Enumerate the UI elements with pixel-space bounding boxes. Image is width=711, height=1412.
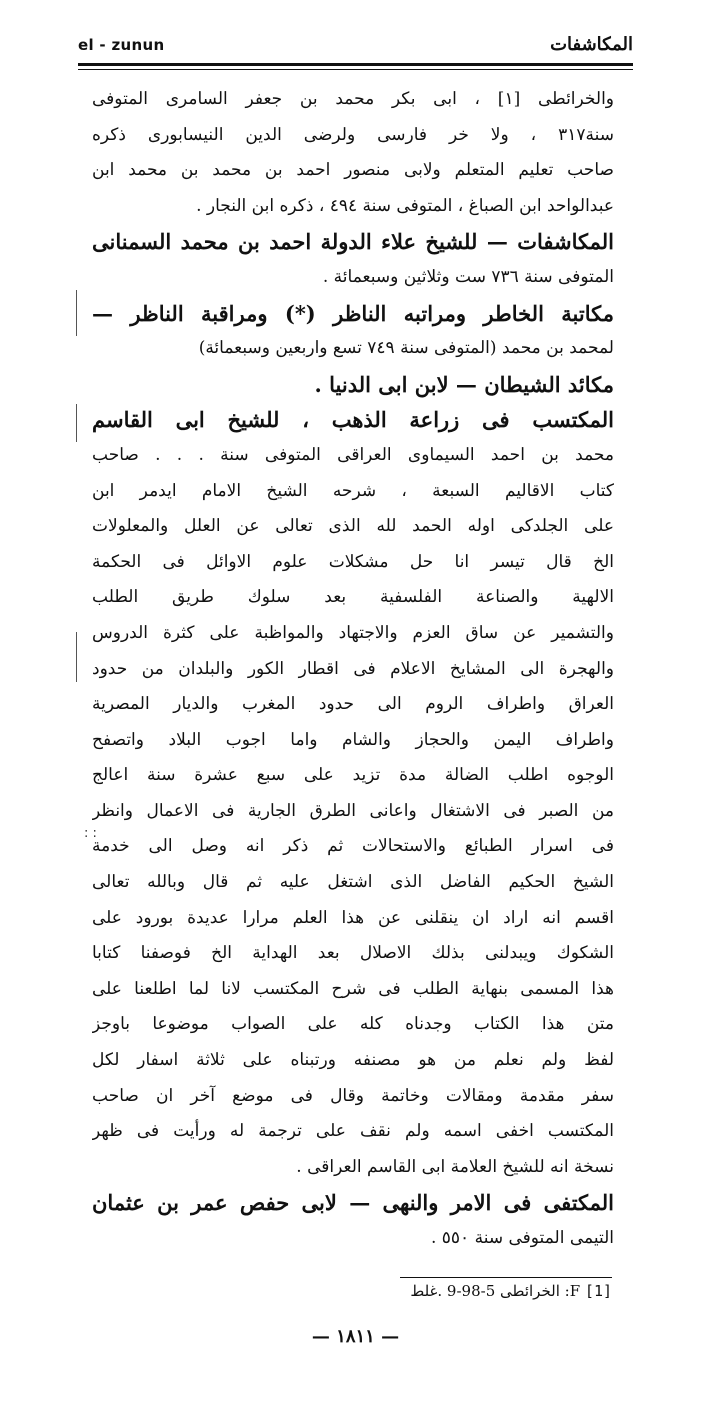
running-head bbox=[78, 34, 633, 60]
margin-note: : : bbox=[84, 826, 97, 841]
text-line: هذا المسمى بنهاية الطلب فى شرح المكتسب لانا لما اطلعنا على bbox=[92, 978, 614, 999]
footnote-rule bbox=[400, 1277, 612, 1278]
text-line: واطراف اليمن والحجاز والشام واما اجوب البلاد واتصفح bbox=[92, 729, 614, 750]
running-head-left: el - zunun bbox=[78, 36, 165, 54]
text-line: متن هذا الكتاب وجدناه كله على الصواب موضوعا باوجز bbox=[92, 1014, 614, 1035]
entry-heading: مكائد الشيطان — لابن ابى الدنيا . bbox=[314, 371, 614, 397]
text-line: لفظ ولم نعلم من هو مصنفه ورتبناه على ثلاثة اسفار لكل bbox=[92, 1050, 614, 1071]
text-line: سفر مقدمة ومقالات وخاتمة وقال فى موضع آخر ان صاحب bbox=[92, 1085, 614, 1106]
main-text bbox=[92, 82, 614, 1257]
footnote bbox=[140, 1282, 612, 1300]
text-line: من الصبر فى الاشتغال واعانى الطرق الجارية فى الاعمال وانظر bbox=[92, 800, 614, 821]
margin-mark bbox=[76, 404, 77, 442]
text-line: الخ قال تيسر انا حل مشكلات علوم الاوائل فى الحكمة bbox=[92, 551, 614, 572]
text-line: محمد بن احمد السيماوى العراقى المتوفى سنة . . . صاحب bbox=[92, 444, 614, 465]
text-line: التيمى المتوفى سنة ٥٥٠ . bbox=[430, 1228, 614, 1248]
text-line: المكتسب اخفى اسمه ولم نقف على ترجمة له ورأيت فى ظهر bbox=[92, 1121, 614, 1142]
footnote-marker: [1] bbox=[584, 1282, 612, 1300]
header-rule-thin bbox=[78, 69, 633, 70]
margin-mark bbox=[76, 290, 77, 336]
text-line: صاحب تعليم المتعلم ولابى منصور احمد بن محمد بن محمد ابن bbox=[92, 160, 614, 181]
text-line: لمحمد بن محمد (المتوفى سنة ٧٤٩ تسع واربعين وسبعمائة) bbox=[198, 338, 614, 359]
header-rule-thick bbox=[78, 63, 633, 66]
text-line: الشيخ الحكيم الفاضل الذى اشتغل عليه ثم قال وبالله تعالى bbox=[92, 872, 614, 893]
text-line: الشكوك ويبدلنى بذلك الاصلال بعد الهداية الخ فوصفنا كتابا bbox=[92, 943, 614, 964]
text-line: سنة٣١٧ ، ولا خر فارسى ولرضى الدين النيسابورى ذكره bbox=[92, 124, 614, 145]
footnote-text: F: الخرائطى 5-98-9 .غلط bbox=[410, 1282, 581, 1300]
text-line: المتوفى سنة ٧٣٦ ست وثلاثين وسبعمائة . bbox=[322, 266, 614, 287]
text-line: العراق واطراف الروم الى حدود المغرب والديار المصرية bbox=[92, 694, 614, 715]
text-line: والهجرة الى المشايخ الاعلام فى اقطار الكور والبلدان من حدود bbox=[92, 658, 614, 679]
text-line: الالهية والصناعة الفلسفية بعد سلوك طريق الطلب bbox=[92, 587, 614, 608]
text-line: الوجوه اطلب الضالة مدة تزيد على سبع عشرة سنة اعالج bbox=[92, 765, 614, 786]
text-line: والخرائطى [١] ، ابى بكر محمد بن جعفر السامرى المتوفى bbox=[92, 89, 614, 109]
entry-heading: المكاشفات — للشيخ علاء الدولة احمد بن محمد السمنانى bbox=[92, 229, 614, 255]
running-head-right: المكاشفات bbox=[550, 34, 633, 55]
entry-heading: المكتفى فى الامر والنهى — لابى حفص عمر بن عثمان bbox=[92, 1190, 614, 1216]
entry-heading: المكتسب فى زراعة الذهب ، للشيخ ابى القاسم bbox=[92, 407, 614, 433]
text-line: فى اسرار الطبائع والاستحالات ثم ذكر انه وصل الى خدمة bbox=[92, 836, 614, 857]
page-number: — ١٨١١ — bbox=[311, 1326, 400, 1347]
text-line: عبدالواحد ابن الصباغ ، المتوفى سنة ٤٩٤ ، ذكره ابن النجار . bbox=[196, 195, 614, 216]
margin-mark bbox=[76, 632, 77, 682]
entry-heading: مكاتبة الخاطر ومراتبه الناظر (*) ومراقبة الناظر — bbox=[92, 300, 614, 326]
text-line: كتاب الاقاليم السبعة ، شرحه الشيخ الامام ايدمر ابن bbox=[92, 480, 614, 501]
text-line: على الجلدكى اوله الحمد لله الذى تعالى عن العلل والمعلولات bbox=[92, 516, 614, 537]
text-line: والتشمير عن ساق العزم والاجتهاد والمواظبة على كثرة الدروس bbox=[92, 622, 614, 643]
text-line: نسخة انه للشيخ العلامة ابى القاسم العراقى . bbox=[296, 1156, 614, 1177]
text-line: اقسم انه اراد ان ينقلنى عن هذا العلم مرارا عديدة بورود على bbox=[92, 907, 614, 928]
